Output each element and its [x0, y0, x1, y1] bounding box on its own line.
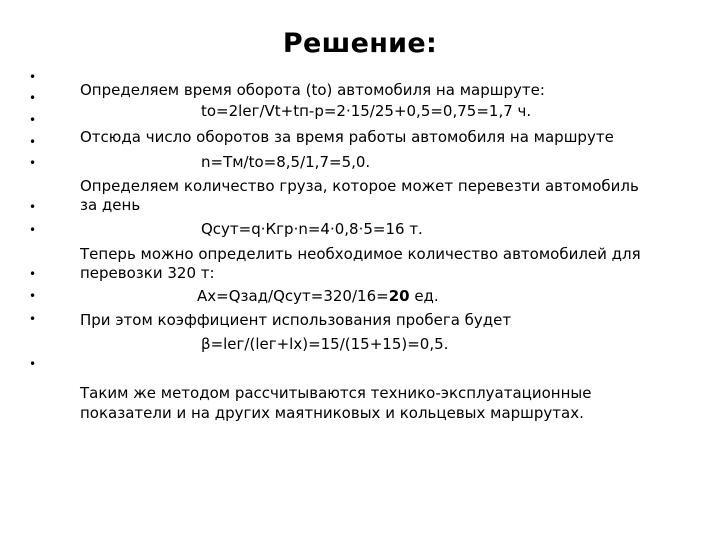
bullet-1: •	[29, 70, 37, 84]
bullet-6: •	[29, 200, 37, 214]
formula-daily-cargo: Qсут=q·Кгр·n=4·0,8·5=16 т.	[201, 220, 423, 238]
text-line-8: Теперь можно определить необходимое количество автомобилей для	[80, 245, 641, 263]
text-line-6: за день	[80, 196, 141, 214]
bullet-10: •	[29, 312, 37, 326]
bullet-7: •	[29, 223, 37, 237]
slide-title: Решение:	[282, 28, 438, 59]
text-line-1: Определяем время оборота (to) автомобиля на маршруте:	[80, 81, 545, 99]
vehicle-count-unit: ед.	[409, 287, 439, 305]
formula-vehicle-count-expr: Aх=Qзад/Qсут=320/16=	[197, 287, 389, 305]
formula-turnovers: n=Tм/to=8,5/1,7=5,0.	[201, 153, 371, 171]
text-line-3: Отсюда число оборотов за время работы автомобиля на маршруте	[80, 128, 614, 146]
bullet-2: •	[29, 91, 37, 105]
text-line-5: Определяем количество груза, которое может перевезти автомобиль	[80, 177, 639, 195]
formula-vehicle-count	[197, 286, 439, 306]
bullet-9: •	[29, 289, 37, 303]
text-line-13: При этом коэффициент использования пробега будет	[80, 311, 512, 329]
text-line-15: Таким же методом рассчитываются технико-эксплуатационные	[80, 384, 592, 402]
bullet-3: •	[29, 113, 37, 127]
bullet-4: •	[29, 135, 37, 149]
formula-turnover-time: to=2lег/Vt+tп-р=2·15/25+0,5=0,75=1,7 ч.	[201, 102, 532, 120]
bullet-8: •	[29, 267, 37, 281]
text-line-16: показатели и на других маятниковых и кольцевых маршрутах.	[80, 404, 584, 422]
bullet-5: •	[29, 156, 37, 170]
formula-mileage-coefficient: β=lег/(lег+lх)=15/(15+15)=0,5.	[201, 335, 449, 353]
vehicle-count-result: 20	[388, 287, 410, 305]
text-line-9: перевозки 320 т:	[80, 264, 215, 282]
bullet-11: •	[29, 357, 37, 371]
